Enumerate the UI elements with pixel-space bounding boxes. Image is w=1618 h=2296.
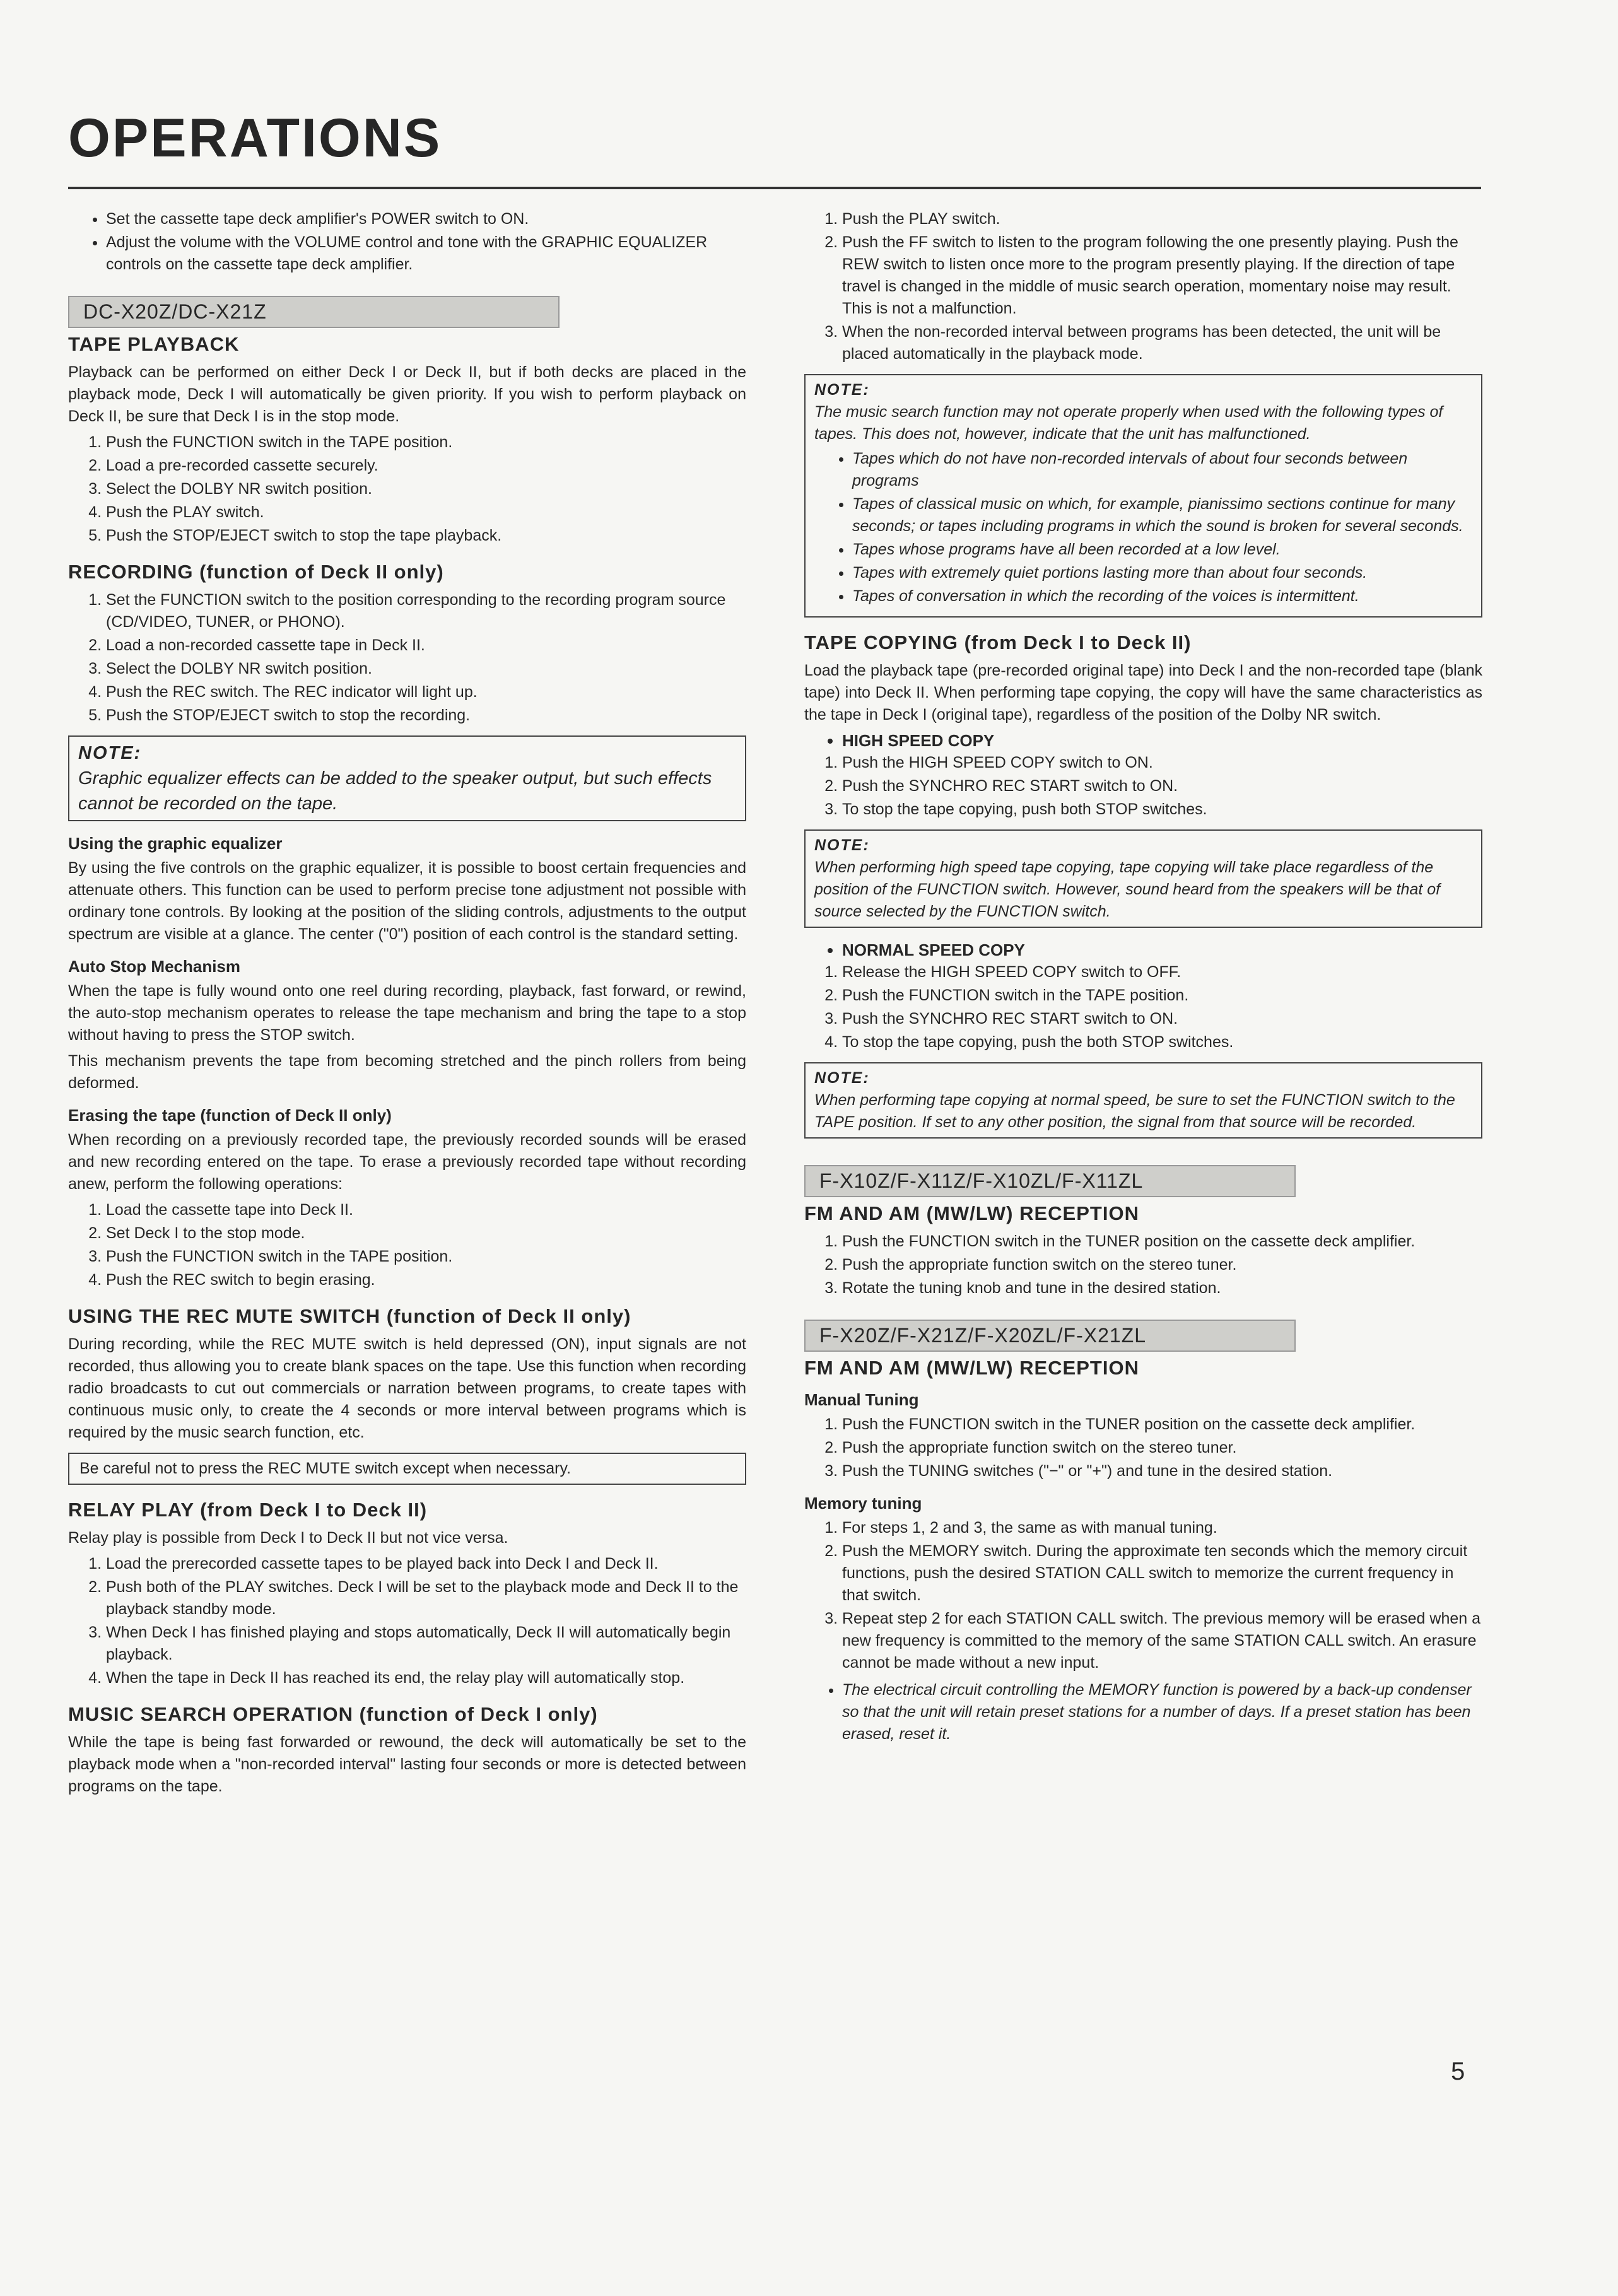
- music-search-steps: [804, 208, 1482, 365]
- list-item: 3. When the non-recorded interval between programs has been detected, the unit will be placed automatically in the playback mode.: [842, 321, 1482, 365]
- recording-section: [68, 561, 746, 821]
- tape-copying-section: [804, 631, 1482, 1139]
- subsection-heading: Manual Tuning: [804, 1390, 919, 1409]
- high-speed-label-list: [804, 730, 1482, 752]
- list-item: 3. Select the DOLBY NR switch position.: [106, 478, 746, 500]
- list-item: 3. To stop the tape copying, push both STOP switches.: [842, 799, 1482, 821]
- note-label: NOTE:: [814, 381, 870, 399]
- list-item: 3. Push the TUNING switches ("−" or "+") and tune in the desired station.: [842, 1460, 1482, 1482]
- list-item: 1. For steps 1, 2 and 3, the same as with manual tuning.: [842, 1517, 1482, 1539]
- rec-mute-section: [68, 1305, 746, 1485]
- erasing-section: [68, 1104, 746, 1291]
- list-item: 4. When the tape in Deck II has reached its end, the relay play will automatically stop.: [106, 1667, 746, 1689]
- paragraph: Relay play is possible from Deck I to Deck II but not vice versa.: [68, 1529, 508, 1547]
- list-item: 3. When Deck I has finished playing and stops automatically, Deck II will automatically begin playback.: [106, 1622, 746, 1666]
- list-item: 5. Push the STOP/EJECT switch to stop the recording.: [106, 705, 746, 727]
- right-column: [804, 208, 1482, 1750]
- section-heading: RECORDING (function of Deck II only): [68, 561, 444, 583]
- list-item: 2. Push the FF switch to listen to the program following the one presently playing. Push the REW switch to listen once more to the program presently playing. If the direction of tape travel is changed in the middle of music search operation, momentary noise may result. This is not a malfunction.: [842, 231, 1482, 320]
- page-title: OPERATIONS: [68, 108, 442, 168]
- steps-list: [804, 1231, 1482, 1299]
- steps-list: [804, 1414, 1482, 1482]
- list-item: 3. Repeat step 2 for each STATION CALL switch. The previous memory will be erased when a new frequency is committed to the memory of the same STATION CALL switch. An erasure cannot be made without a new input.: [842, 1608, 1482, 1674]
- warning-box: Be careful not to press the REC MUTE switch except when necessary.: [68, 1453, 746, 1485]
- steps-list: [68, 431, 746, 547]
- tape-playback-section: [68, 333, 746, 547]
- list-item: • Tapes of classical music on which, for example, pianissimo sections continue for many seconds; or tapes including programs in which the sound is broken for several seconds.: [852, 493, 1472, 537]
- list-item: 2. Push the MEMORY switch. During the approximate ten seconds which the memory circuit functions, push the desired STATION CALL switch to memorize the current frequency in that switch.: [842, 1540, 1482, 1607]
- list-item: 2. Load a pre-recorded cassette securely.: [106, 455, 746, 477]
- list-item: 3. Push the FUNCTION switch in the TAPE position.: [106, 1246, 746, 1268]
- section-heading: FM AND AM (MW/LW) RECEPTION: [804, 1202, 1139, 1224]
- section-heading: MUSIC SEARCH OPERATION (function of Deck I only): [68, 1703, 598, 1725]
- subsection-heading: Memory tuning: [804, 1494, 922, 1513]
- subsection-heading: Erasing the tape (function of Deck II only): [68, 1106, 392, 1125]
- subsection-heading: Using the graphic equalizer: [68, 834, 283, 853]
- steps-list: [68, 1199, 746, 1291]
- note-text: The music search function may not operate properly when used with the following types of tapes. This does not, however, indicate that the unit has malfunctioned.: [814, 403, 1443, 443]
- list-item: 2. Push the FUNCTION switch in the TAPE position.: [842, 985, 1482, 1007]
- paragraph: During recording, while the REC MUTE switch is held depressed (ON), input signals are not recorded, thus allowing you to create blank spaces on the tape. Use this function when recording radio broadcasts to cut out commercials or narration between programs, to create tapes with continuous music only, to create the 4 seconds or more interval between programs which is required by the music search function, etc.: [68, 1335, 746, 1441]
- list-item: • Tapes which do not have non-recorded intervals of about four seconds between programs: [852, 448, 1472, 492]
- steps-list: [804, 961, 1482, 1053]
- list-item: • The electrical circuit controlling the MEMORY function is powered by a back-up condenser so that the unit will retain preset stations for a number of days. If a preset station has been erased, reset it.: [842, 1679, 1482, 1745]
- list-item: 1. Set the FUNCTION switch to the position corresponding to the recording program source (CD/VIDEO, TUNER, or PHONO).: [106, 589, 746, 633]
- subsection-heading: Auto Stop Mechanism: [68, 957, 241, 976]
- fm-am-section-2: [804, 1357, 1482, 1745]
- section-heading: RELAY PLAY (from Deck I to Deck II): [68, 1499, 428, 1521]
- paragraph: When recording on a previously recorded tape, the previously recorded sounds will be erased and new recording entered on the tape. To erase a previously recorded tape without recording anew, perform the following operations:: [68, 1131, 746, 1193]
- list-item: 1. Push the FUNCTION switch in the TUNER position on the cassette deck amplifier.: [842, 1231, 1482, 1253]
- subsection-heading: • HIGH SPEED COPY: [842, 730, 1482, 752]
- title-rule: [68, 187, 1481, 189]
- list-item: 3. Push the SYNCHRO REC START switch to ON.: [842, 1008, 1482, 1030]
- left-column: [68, 208, 746, 1801]
- steps-list: [804, 752, 1482, 821]
- paragraph: Load the playback tape (pre-recorded original tape) into Deck I and the non-recorded tape (blank tape) into Deck II. When performing tape copying, the copy will have the same characteristics as the tape in Deck I (original tape), regardless of the position of the Dolby NR switch.: [804, 662, 1482, 723]
- list-item: 2. Push both of the PLAY switches. Deck I will be set to the playback mode and Deck II to the playback standby mode.: [106, 1576, 746, 1620]
- list-item: 1. Release the HIGH SPEED COPY switch to OFF.: [842, 961, 1482, 983]
- music-search-section: [68, 1703, 746, 1798]
- note-list: [814, 448, 1472, 607]
- intro-list: [68, 208, 746, 276]
- graphic-eq-section: [68, 833, 746, 946]
- list-item: 2. Load a non-recorded cassette tape in Deck II.: [106, 635, 746, 657]
- list-item: 2. Push the SYNCHRO REC START switch to ON.: [842, 775, 1482, 797]
- list-item: 1. Push the PLAY switch.: [842, 208, 1482, 230]
- paragraph: While the tape is being fast forwarded or rewound, the deck will automatically be set to the playback mode when a "non-recorded interval" lasting four seconds or more is detected between programs on the tape.: [68, 1733, 746, 1795]
- paragraph: Playback can be performed on either Deck I or Deck II, but if both decks are placed in the playback mode, Deck I will automatically be given priority. If you wish to perform playback on Deck II, be sure that Deck I is in the stop mode.: [68, 363, 746, 425]
- list-item: 3. Rotate the tuning knob and tune in the desired station.: [842, 1277, 1482, 1299]
- fm-am-section-1: [804, 1202, 1482, 1299]
- list-item: 4. Push the REC switch. The REC indicator will light up.: [106, 681, 746, 703]
- section-heading: TAPE PLAYBACK: [68, 333, 240, 355]
- memory-note-list: [804, 1679, 1482, 1745]
- list-item: 5. Push the STOP/EJECT switch to stop the tape playback.: [106, 525, 746, 547]
- paragraph: By using the five controls on the graphic equalizer, it is possible to boost certain frequencies and attenuate others. This function can be used to perform precise tone adjustment not possible with ordinary tone controls. By looking at the position of the sliding controls, adjustments to the output spectrum are visible at a glance. The center ("0") position of each control is the standard setting.: [68, 859, 746, 943]
- list-item: • Tapes of conversation in which the recording of the voices is intermittent.: [852, 585, 1472, 607]
- relay-section: [68, 1499, 746, 1689]
- list-item: 2. Push the appropriate function switch on the stereo tuner.: [842, 1254, 1482, 1276]
- note-text: When performing high speed tape copying, tape copying will take place regardless of the position of the FUNCTION switch. However, sound heard from the speakers will be that of source selected by the FUNCTION switch.: [814, 858, 1441, 920]
- note-label: NOTE:: [814, 1069, 870, 1087]
- list-item: 1. Load the cassette tape into Deck II.: [106, 1199, 746, 1221]
- model-banner-dc: DC-X20Z/DC-X21Z: [68, 296, 560, 328]
- paragraph: When the tape is fully wound onto one reel during recording, playback, fast forward, or rewind, the auto-stop mechanism operates to release the tape mechanism and bring the tape to a stop without having to press the STOP switch.: [68, 982, 746, 1044]
- paragraph: This mechanism prevents the tape from becoming stretched and the pinch rollers from being deformed.: [68, 1052, 746, 1092]
- list-item: • Tapes whose programs have all been recorded at a low level.: [852, 539, 1472, 561]
- note-text: When performing tape copying at normal speed, be sure to set the FUNCTION switch to the TAPE position. If set to any other position, the signal from that source will be recorded.: [814, 1091, 1455, 1131]
- list-item: 4. To stop the tape copying, push the both STOP switches.: [842, 1031, 1482, 1053]
- steps-list: [804, 1517, 1482, 1674]
- normal-speed-note-box: [804, 1062, 1482, 1139]
- list-item: 2. Set Deck I to the stop mode.: [106, 1222, 746, 1245]
- section-heading: TAPE COPYING (from Deck I to Deck II): [804, 631, 1192, 653]
- note-label: NOTE:: [814, 836, 870, 854]
- note-box: [68, 735, 746, 821]
- list-item: 4. Push the PLAY switch.: [106, 501, 746, 524]
- music-search-note-box: [804, 374, 1482, 618]
- list-item: 1. Push the HIGH SPEED COPY switch to ON.: [842, 752, 1482, 774]
- note-text: Graphic equalizer effects can be added to the speaker output, but such effects cannot be recorded on the tape.: [78, 768, 712, 814]
- subsection-heading: • NORMAL SPEED COPY: [842, 939, 1482, 961]
- section-heading: USING THE REC MUTE SWITCH (function of Deck II only): [68, 1305, 631, 1327]
- auto-stop-section: [68, 956, 746, 1094]
- note-label: NOTE:: [78, 743, 142, 763]
- list-item: 3. Select the DOLBY NR switch position.: [106, 658, 746, 680]
- list-item: • Tapes with extremely quiet portions lasting more than about four seconds.: [852, 562, 1472, 584]
- list-item: 2. Push the appropriate function switch on the stereo tuner.: [842, 1437, 1482, 1459]
- high-speed-note-box: [804, 829, 1482, 928]
- list-item: 4. Push the REC switch to begin erasing.: [106, 1269, 746, 1291]
- list-item: • Set the cassette tape deck amplifier's POWER switch to ON.: [106, 208, 746, 230]
- page-number: 5: [1451, 2058, 1465, 2085]
- model-banner-fx10: F-X10Z/F-X11Z/F-X10ZL/F-X11ZL: [804, 1165, 1296, 1197]
- steps-list: [68, 1553, 746, 1689]
- list-item: 1. Load the prerecorded cassette tapes to be played back into Deck I and Deck II.: [106, 1553, 746, 1575]
- section-heading: FM AND AM (MW/LW) RECEPTION: [804, 1357, 1139, 1379]
- list-item: • Adjust the volume with the VOLUME control and tone with the GRAPHIC EQUALIZER controls on the cassette tape deck amplifier.: [106, 231, 746, 276]
- steps-list: [68, 589, 746, 727]
- model-banner-fx20: F-X20Z/F-X21Z/F-X20ZL/F-X21ZL: [804, 1320, 1296, 1352]
- list-item: 1. Push the FUNCTION switch in the TUNER position on the cassette deck amplifier.: [842, 1414, 1482, 1436]
- normal-speed-label-list: [804, 939, 1482, 961]
- list-item: 1. Push the FUNCTION switch in the TAPE position.: [106, 431, 746, 454]
